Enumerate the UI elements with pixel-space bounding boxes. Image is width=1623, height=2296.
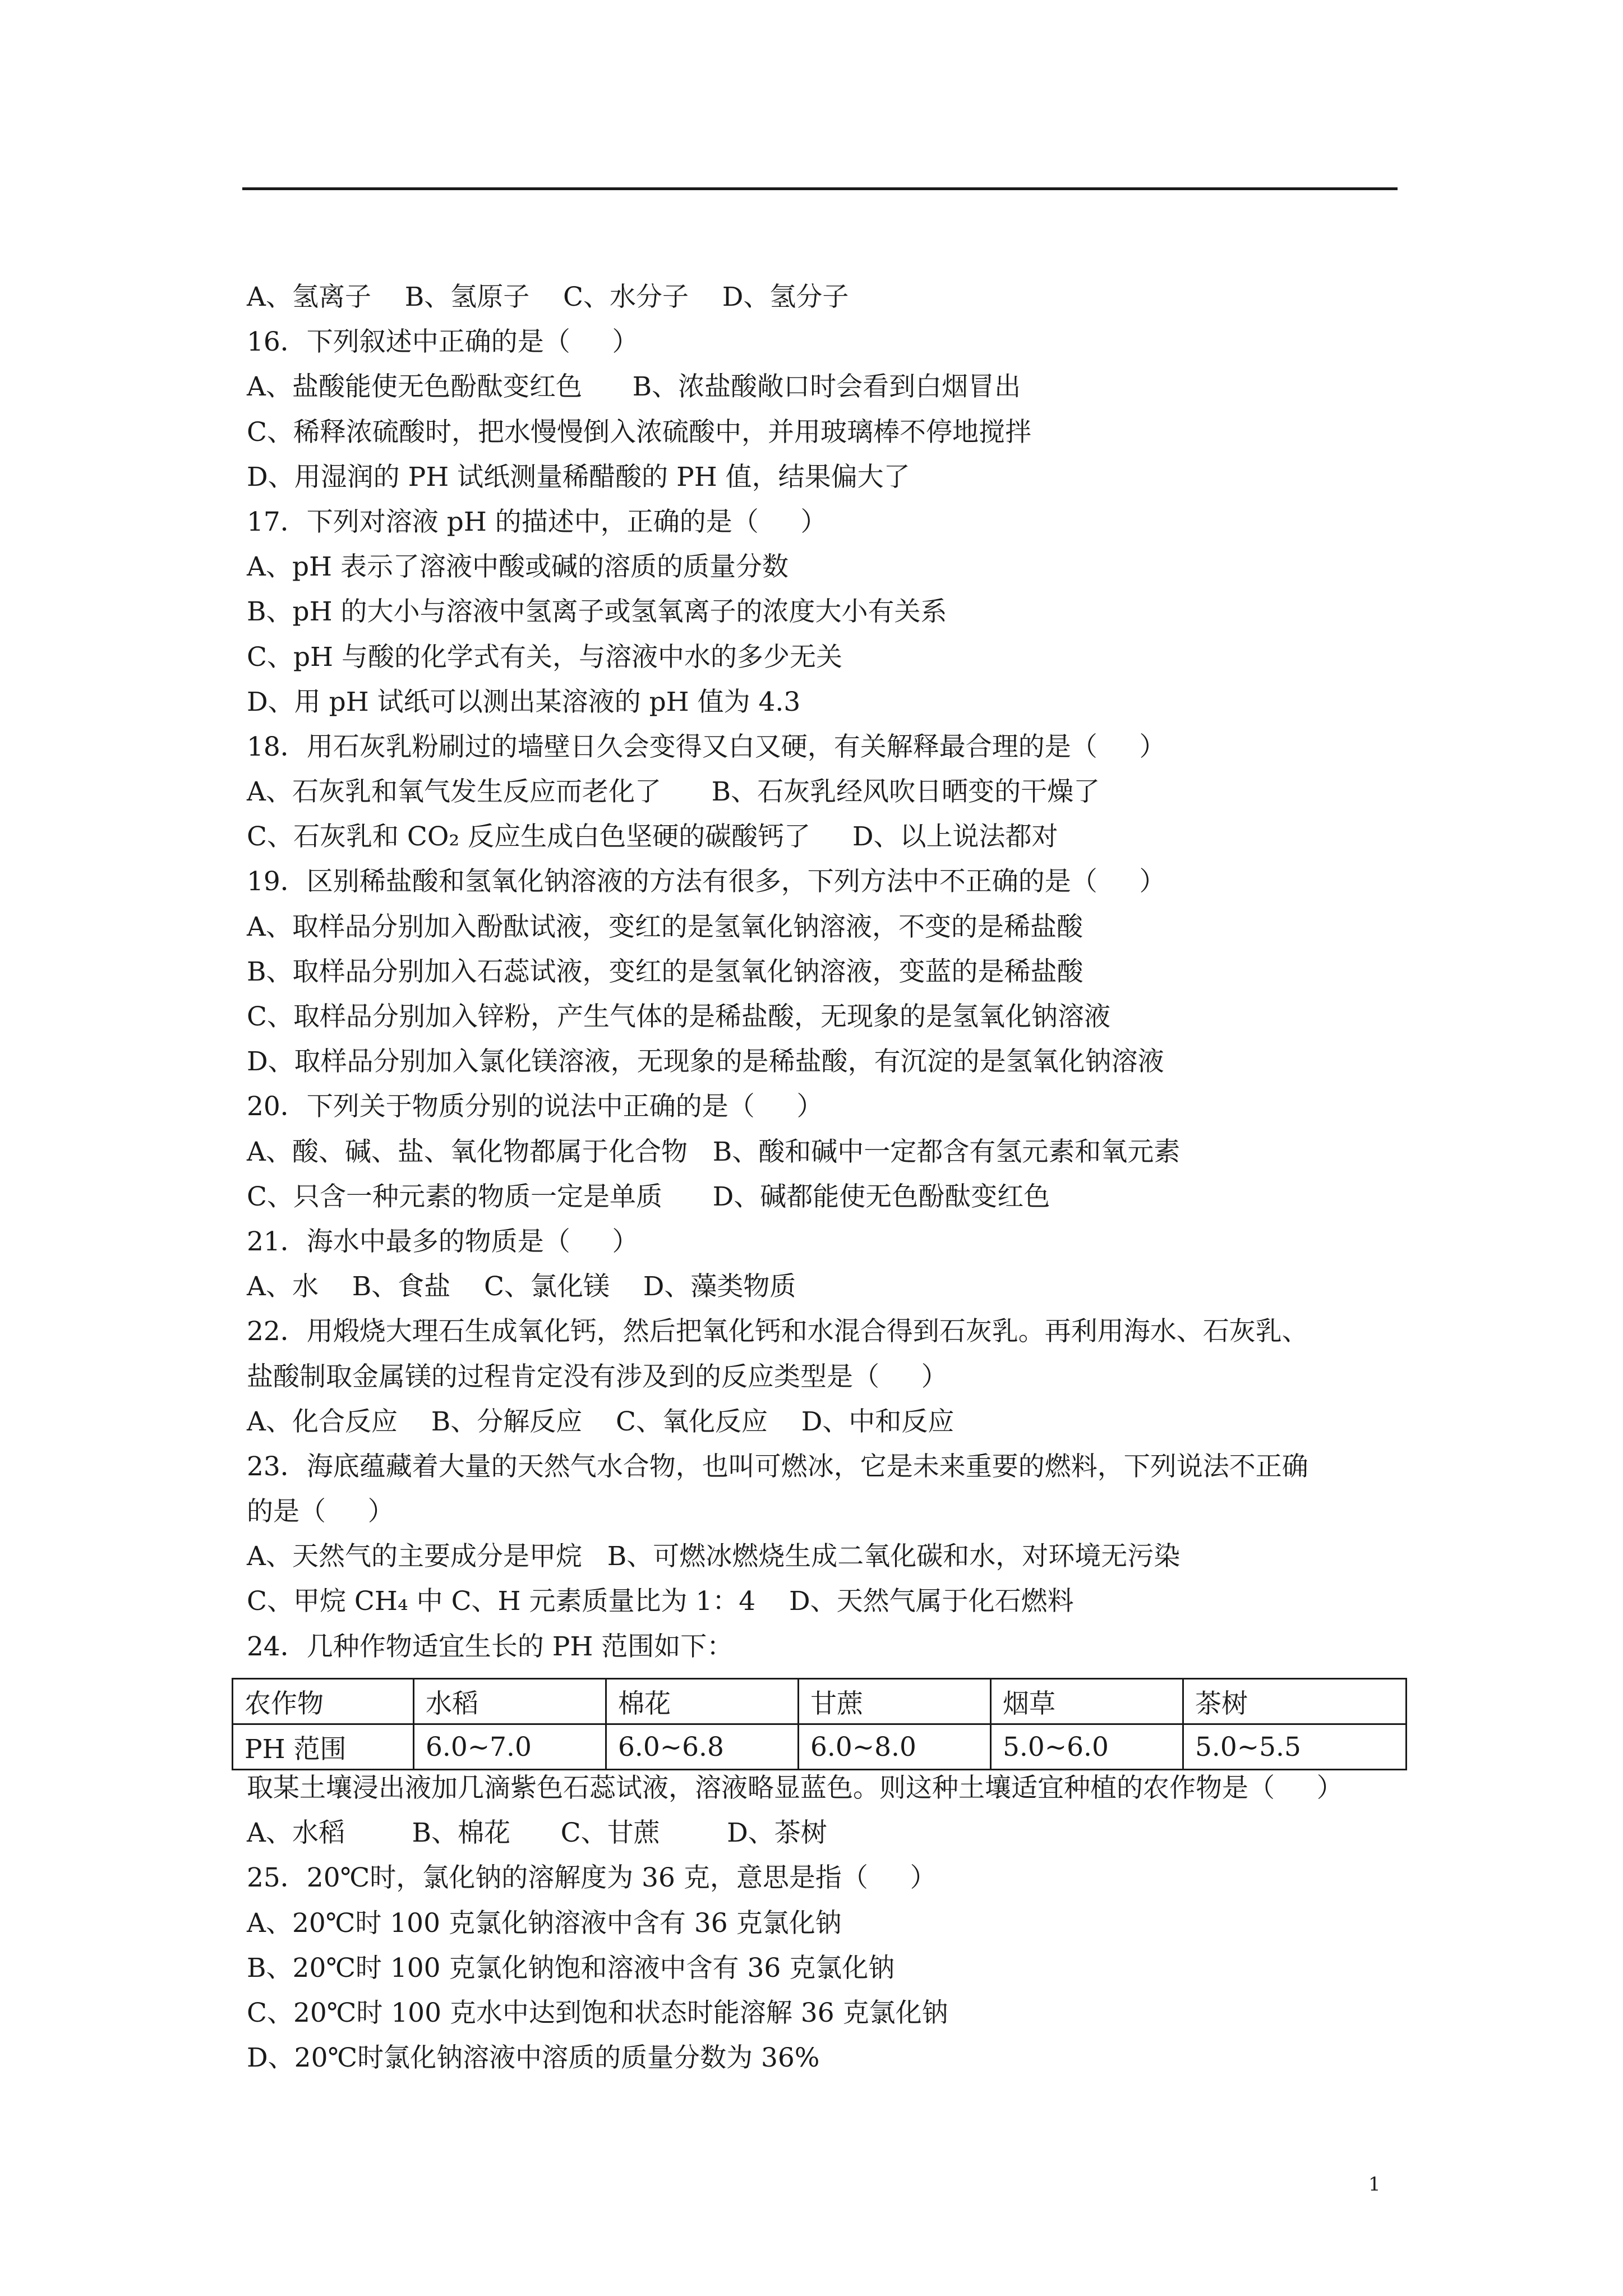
text-line: C、取样品分别加入锌粉，产生气体的是稀盐酸，无现象的是氢氧化钠溶液 (247, 1001, 1110, 1032)
question-18: 18．用石灰乳粉刷过的墙壁日久会变得又白又硬，有关解释最合理的是（ ） (247, 731, 1166, 762)
question-text-block (247, 275, 1402, 1669)
text-line: B、pH 的大小与溶液中氢离子或氢氧离子的浓度大小有关系 (247, 596, 947, 628)
question-text-block-2 (247, 1766, 1424, 2081)
text-line: A、化合反应 B、分解反应 C、氧化反应 D、中和反应 (247, 1406, 955, 1437)
question-22: 22．用煅烧大理石生成氧化钙，然后把氧化钙和水混合得到石灰乳。再利用海水、石灰乳、 (247, 1316, 1308, 1347)
table-cell: 棉花 (606, 1679, 799, 1724)
text-line: C、甲烷 CH₄ 中 C、H 元素质量比为 1：4 D、天然气属于化石燃料 (247, 1586, 1074, 1617)
page-number: 1 (1368, 2173, 1381, 2196)
table-cell: 农作物 (233, 1679, 414, 1724)
text-line: A、水 B、食盐 C、氯化镁 D、藻类物质 (247, 1271, 796, 1303)
text-line: B、取样品分别加入石蕊试液，变红的是氢氧化钠溶液，变蓝的是稀盐酸 (247, 956, 1083, 987)
table-cell: 6.0~6.8 (606, 1724, 799, 1770)
text-line: A、取样品分别加入酚酞试液，变红的是氢氧化钠溶液，不变的是稀盐酸 (247, 911, 1083, 942)
table-cell: PH 范围 (233, 1724, 414, 1770)
table-cell: 烟草 (991, 1679, 1183, 1724)
question-19: 19．区别稀盐酸和氢氧化钠溶液的方法有很多，下列方法中不正确的是（ ） (247, 866, 1166, 898)
table-cell: 甘蔗 (799, 1679, 991, 1724)
table-cell: 5.0~6.0 (991, 1724, 1183, 1770)
text-line: 盐酸制取金属镁的过程肯定没有涉及到的反应类型是（ ） (247, 1361, 948, 1392)
question-23: 23．海底蕴藏着大量的天然气水合物，也叫可燃冰，它是未来重要的燃料，下列说法不正确 (247, 1451, 1308, 1482)
question-16: 16．下列叙述中正确的是（ ） (247, 326, 639, 358)
table-cell: 6.0~7.0 (414, 1724, 606, 1770)
text-line: A、酸、碱、盐、氧化物都属于化合物 B、酸和碱中一定都含有氢元素和氧元素 (247, 1136, 1181, 1167)
crop-ph-table (232, 1678, 1407, 1770)
text-line: A、天然气的主要成分是甲烷 B、可燃冰燃烧生成二氧化碳和水，对环境无污染 (247, 1541, 1181, 1572)
header-rule (242, 187, 1398, 190)
table-cell: 6.0~8.0 (799, 1724, 991, 1770)
table-row (233, 1679, 1407, 1724)
text-line: A、石灰乳和氧气发生反应而老化了 B、石灰乳经风吹日晒变的干燥了 (247, 776, 1100, 808)
text-line: A、20℃时 100 克氯化钠溶液中含有 36 克氯化钠 (247, 1907, 842, 1939)
table-row (233, 1724, 1407, 1770)
text-line: C、只含一种元素的物质一定是单质 D、碱都能使无色酚酞变红色 (247, 1181, 1050, 1212)
text-line: B、20℃时 100 克氯化钠饱和溶液中含有 36 克氯化钠 (247, 1952, 895, 1984)
text-line: D、20℃时氯化钠溶液中溶质的质量分数为 36% (247, 2042, 820, 2074)
text-line: 取某土壤浸出液加几滴紫色石蕊试液，溶液略显蓝色。则这种土壤适宜种植的农作物是（ ） (247, 1773, 1343, 1803)
question-24: 24．几种作物适宜生长的 PH 范围如下： (247, 1631, 734, 1662)
table-cell: 5.0~5.5 (1183, 1724, 1407, 1770)
question-20: 20．下列关于物质分别的说法中正确的是（ ） (247, 1091, 823, 1122)
text-line: C、石灰乳和 CO₂ 反应生成白色坚硬的碳酸钙了 D、以上说法都对 (247, 821, 1058, 853)
text-line: C、pH 与酸的化学式有关，与溶液中水的多少无关 (247, 641, 842, 673)
text-line: C、20℃时 100 克水中达到饱和状态时能溶解 36 克氯化钠 (247, 1997, 948, 2028)
question-17: 17．下列对溶液 pH 的描述中，正确的是（ ） (247, 506, 827, 537)
question-25: 25．20℃时，氯化钠的溶解度为 36 克，意思是指（ ） (247, 1862, 937, 1894)
text-line: D、用湿润的 PH 试纸测量稀醋酸的 PH 值，结果偏大了 (247, 461, 910, 493)
text-line: D、用 pH 试纸可以测出某溶液的 pH 值为 4.3 (247, 686, 801, 717)
question-21: 21．海水中最多的物质是（ ） (247, 1226, 639, 1257)
text-line: C、稀释浓硫酸时，把水慢慢倒入浓硫酸中，并用玻璃棒不停地搅拌 (247, 416, 1031, 448)
text-line: A、氢离子 B、氢原子 C、水分子 D、氢分子 (247, 282, 849, 312)
text-line: 的是（ ） (247, 1496, 394, 1527)
text-line: D、取样品分别加入氯化镁溶液，无现象的是稀盐酸，有沉淀的是氢氧化钠溶液 (247, 1046, 1164, 1078)
text-line: A、pH 表示了溶液中酸或碱的溶质的质量分数 (247, 551, 789, 583)
text-line: A、盐酸能使无色酚酞变红色 B、浓盐酸敞口时会看到白烟冒出 (247, 371, 1021, 403)
table-cell: 茶树 (1183, 1679, 1407, 1724)
table-cell: 水稻 (414, 1679, 606, 1724)
text-line: A、水稻 B、棉花 C、甘蔗 D、茶树 (247, 1818, 827, 1849)
